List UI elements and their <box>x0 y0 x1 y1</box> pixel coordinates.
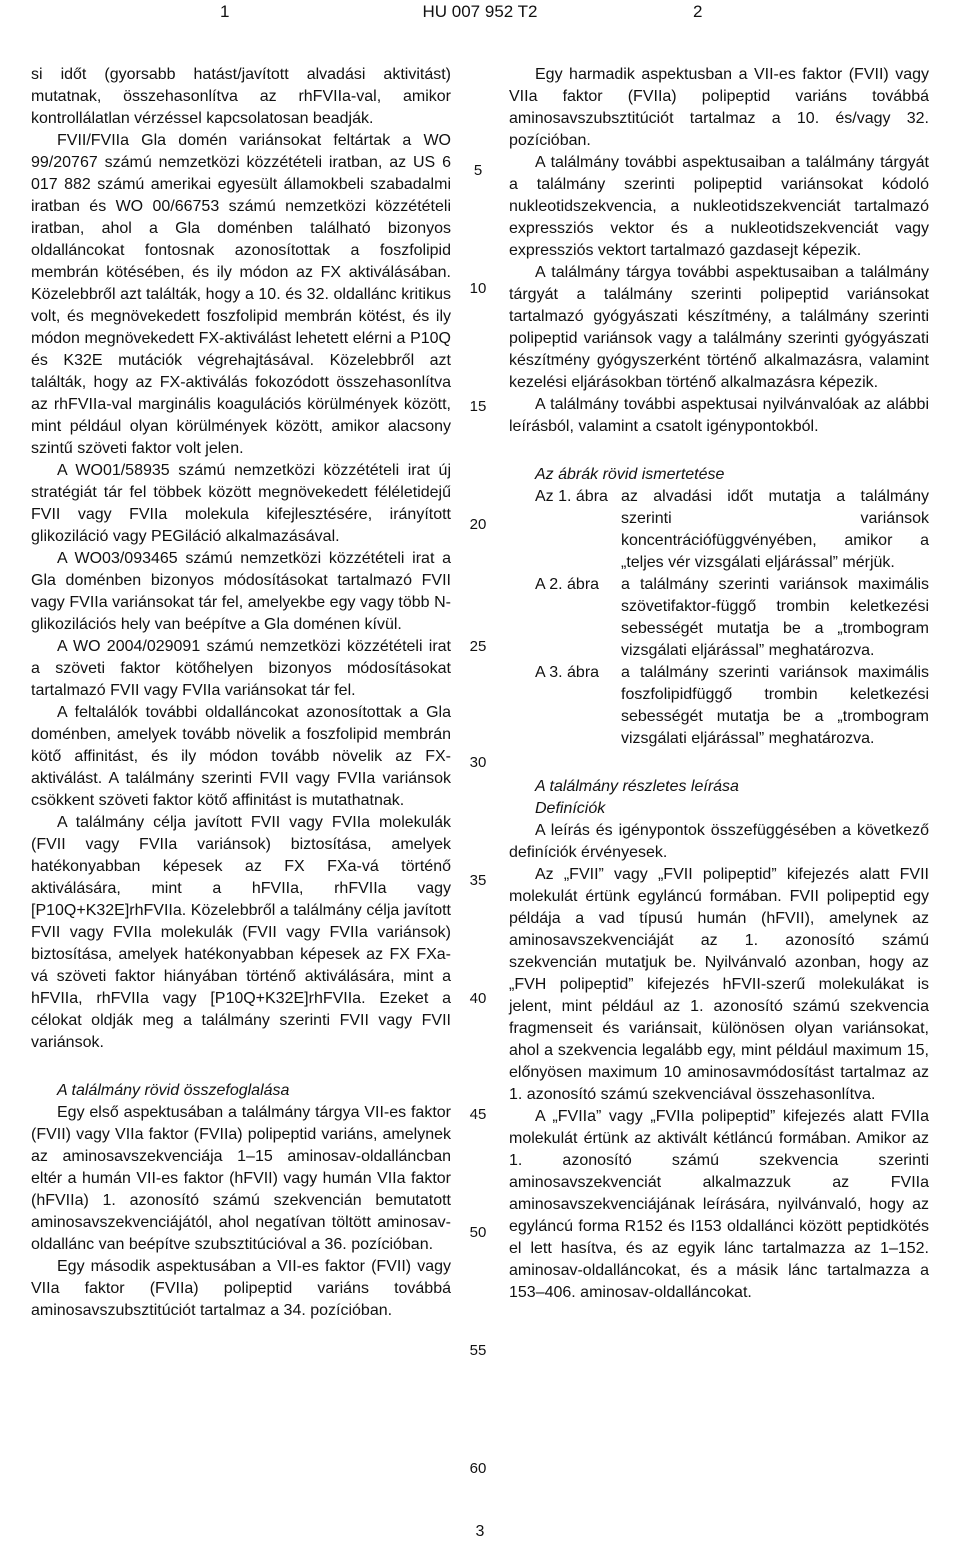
line-number: 55 <box>469 1342 487 1359</box>
figure-text: a találmány szerinti variánsok maximális foszfolipidfüggő trombin keletkezési sebességét mutatja be a „trombogram vizsgálati eljárással” meghatározva. <box>621 664 929 747</box>
paragraph: Egy első aspektusában a találmány tárgya VII-es faktor (FVII) vagy VIIa faktor (FVIIa) polipeptid variáns, amelynek az aminosavszekvenciája 1–15 aminosav-oldalláncban eltér a humán VII-es faktor (hFVII) vagy humán VIIa faktor (hFVIIa) 1. azonosító számú szekvencián bemutatott aminosavszekvenciájától, ahol negatívan töltött aminosav-oldallánc van beépítve szubsztitúcióval a 36. pozícióban. <box>31 1104 451 1253</box>
figures-heading: Az ábrák rövid ismertetése <box>535 466 725 483</box>
line-number: 40 <box>469 990 487 1007</box>
paragraph: A leírás és igénypontok összefüggésében a következő definíciók érvényesek. <box>509 822 929 861</box>
document-title: HU 007 952 T2 <box>422 2 538 21</box>
line-number: 50 <box>469 1224 487 1241</box>
paragraph: A WO 2004/029091 számú nemzetközi közzétételi irat a szöveti faktor kötőhelyen bizonyos módosításokat tartalmazó FVII vagy FVIIa variánsokat tár fel. <box>31 638 451 699</box>
line-number: 10 <box>469 280 487 297</box>
left-column <box>31 64 451 1322</box>
paragraph: A találmány további aspektusai nyilvánvalóak az alábbi leírásból, valamint a csatolt igénypontokból. <box>509 396 929 435</box>
line-number: 60 <box>469 1460 487 1477</box>
header-left-page-number: 1 <box>220 2 230 21</box>
paragraph: A WO03/093465 számú nemzetközi közzétételi irat a Gla doménben bizonyos módosításokat tartalmazó FVII vagy FVIIa variánsokat tár fel, amelyekbe egy vagy több N-glikozilációs hely van beépítve a Gla doménen kívül. <box>31 550 451 633</box>
line-number: 5 <box>473 162 483 179</box>
header-right-page-number: 2 <box>693 2 703 21</box>
page-number: 3 <box>475 1523 485 1540</box>
definitions-heading: Definíciók <box>535 800 606 817</box>
line-number: 25 <box>469 638 487 655</box>
paragraph: A találmány tárgya további aspektusaiban a találmány tárgyát a találmány szerinti polipeptid variánsokat tartalmazó gyógyászati készítmény, a találmány szerinti polipeptid variánsok vagy a találmány szerinti gyógyászati készítmény gyógyszerként történő alkalmazásra, valamint kezelési eljárásokban történő alkalmazásra képezik. <box>509 264 929 391</box>
figure-description <box>509 486 929 574</box>
paragraph: Egy második aspektusában a VII-es faktor (FVII) vagy VIIa faktor (FVIIa) polipeptid variáns továbbá aminosavszubsztitúciót tartalmaz a 34. pozícióban. <box>31 1258 451 1319</box>
line-number: 45 <box>469 1106 487 1123</box>
line-number: 15 <box>469 398 487 415</box>
figure-description <box>509 662 929 750</box>
line-number: 20 <box>469 516 487 533</box>
figure-text: az alvadási időt mutatja a találmány szerinti variánsok koncentrációfüggvényében, amikor a „teljes vér vizsgálati eljárással” mérjük. <box>621 488 929 571</box>
right-column <box>509 64 929 1304</box>
paragraph: A feltalálók további oldalláncokat azonosítottak a Gla doménben, amelyek tovább növelik a foszfolipid membrán kötő affinitást, és ily módon tovább növelik az FX-aktiválást. A találmány szerinti FVII vagy FVIIa variánsok csökkent szöveti faktor kötő affinitást is mutathatnak. <box>31 704 451 809</box>
detailed-description-heading: A találmány részletes leírása <box>535 778 739 795</box>
line-number: 30 <box>469 754 487 771</box>
figure-text: a találmány szerinti variánsok maximális szövetifaktor-függő trombin keletkezési sebességét mutatja be a „trombogram vizsgálati eljárással” meghatározva. <box>621 576 929 659</box>
paragraph: A „FVIIa” vagy „FVIIa polipeptid” kifejezés alatt FVIIa molekulát értünk az aktivált kétláncú formában. Amikor az 1. azonosító számú szekvencia szerinti aminosavszekvenciát alkalmazzuk az FVIIa aminosavszekvenciájának leírására, nyilvánvaló, hogy az egyláncú forma R152 és I153 oldallánci között peptidkötés el lett hasítva, és az egyik lánc tartalmazza az 1–152. aminosav-oldalláncokat, és a másik lánc tartalmazza a 153–406. aminosav-oldalláncokat. <box>509 1108 929 1301</box>
summary-heading: A találmány rövid összefoglalása <box>57 1082 290 1099</box>
figure-label: A 2. ábra <box>535 576 600 593</box>
figure-label: Az 1. ábra <box>535 488 608 505</box>
figure-description <box>509 574 929 662</box>
paragraph: A találmány további aspektusaiban a találmány tárgyát a találmány szerinti polipeptid variánsokat kódoló nukleotidszekvencia, a nukleotidszekvenciát tartalmazó expressziós vektor és a nukleotidszekvenciát vagy expressziós vektort tartalmazó gazdasejt képezik. <box>509 154 929 259</box>
paragraph: Az „FVII” vagy „FVII polipeptid” kifejezés alatt FVII molekulát értünk egyláncú formában. FVII polipeptid egy példája a vad típusú humán (hFVII), amelynek az aminosavszekvenciáját az 1. azonosító számú szekvencián mutatjuk be. Nyilvánvaló azonban, hogy az „FVH polipeptid” kifejezés hFVII-szerű molekulákat is jelent, mint például az 1. azonosító számú szekvencia fragmenseit és variánsait, különösen olyan variánsokat, ahol a szekvencia legalább egy, mint például maximum 15, előnyösen maximum 10 aminosavmódosítást tartalmaz az 1. azonosító számú szekvenciával összehasonlítva. <box>509 866 929 1103</box>
line-number: 35 <box>469 872 487 889</box>
paragraph: A WO01/58935 számú nemzetközi közzétételi irat új stratégiát tár fel többek között megnövekedett féléletidejű FVII vagy FVIIa molekula kifejlesztésére, irányított glikoziláció vagy PEGiláció alkalmazásával. <box>31 462 451 545</box>
paragraph: si időt (gyorsabb hatást/javított alvadási aktivitást) mutatnak, összehasonlítva az rhFVIIa-val, amikor kontrollálatlan vérzéssel kapcsolatosan beadják. <box>31 66 451 127</box>
paragraph: Egy harmadik aspektusban a VII-es faktor (FVII) vagy VIIa faktor (FVIIa) polipeptid variáns továbbá aminosavszubsztitúciót tartalmaz a 10. és/vagy 32. pozícióban. <box>509 66 929 149</box>
paragraph: A találmány célja javított FVII vagy FVIIa molekulák (FVII vagy FVIIa variánsok) biztosítása, amelyek hatékonyabban képesek az FX FXa-vá történő aktiválására, mint a hFVIIa, rhFVIIa vagy [P10Q+K32E]rhFVIIa. Közelebbről a találmány célja javított FVII vagy FVIIa molekulák (FVII vagy FVIIa variánsok) biztosítása, amelyek hatékonyabban képesek az FX FXa-vá szöveti faktor hiányában történő aktiválására, mint a hFVIIa, rhFVIIa vagy [P10Q+K32E]rhFVIIa. Ezeket a célokat oldják meg a találmány szerinti FVII vagy FVII variánsok. <box>31 814 451 1051</box>
paragraph: FVII/FVIIa Gla domén variánsokat feltártak a WO 99/20767 számú nemzetközi közzétételi iratban, az US 6 017 882 számú amerikai egyesült államokbeli szabadalmi iratban és WO 00/66753 számú nemzetközi közzétételi iratban, ahol a Gla doménben található bizonyos oldalláncokat fontosnak azonosítottak a foszfolipid membrán kötésében, és ily módon az FX aktiválásában. Közelebbről azt találták, hogy a 10. és 32. oldallánc kritikus volt, és megnövekedett foszfolipid membrán kötést, és ily módon megnövekedett FX-aktiválást lehetett elérni a P10Q és K32E mutációk végrehajtásával. Közelebbről azt találták, hogy az FX-aktiválás fokozódott összehasonlítva az rhFVIIa-val marginális koagulációs körülmények között, mint például olyan körülmények között, amikor alacsony szintű szöveti faktor volt jelen. <box>31 132 451 457</box>
figure-label: A 3. ábra <box>535 664 600 681</box>
